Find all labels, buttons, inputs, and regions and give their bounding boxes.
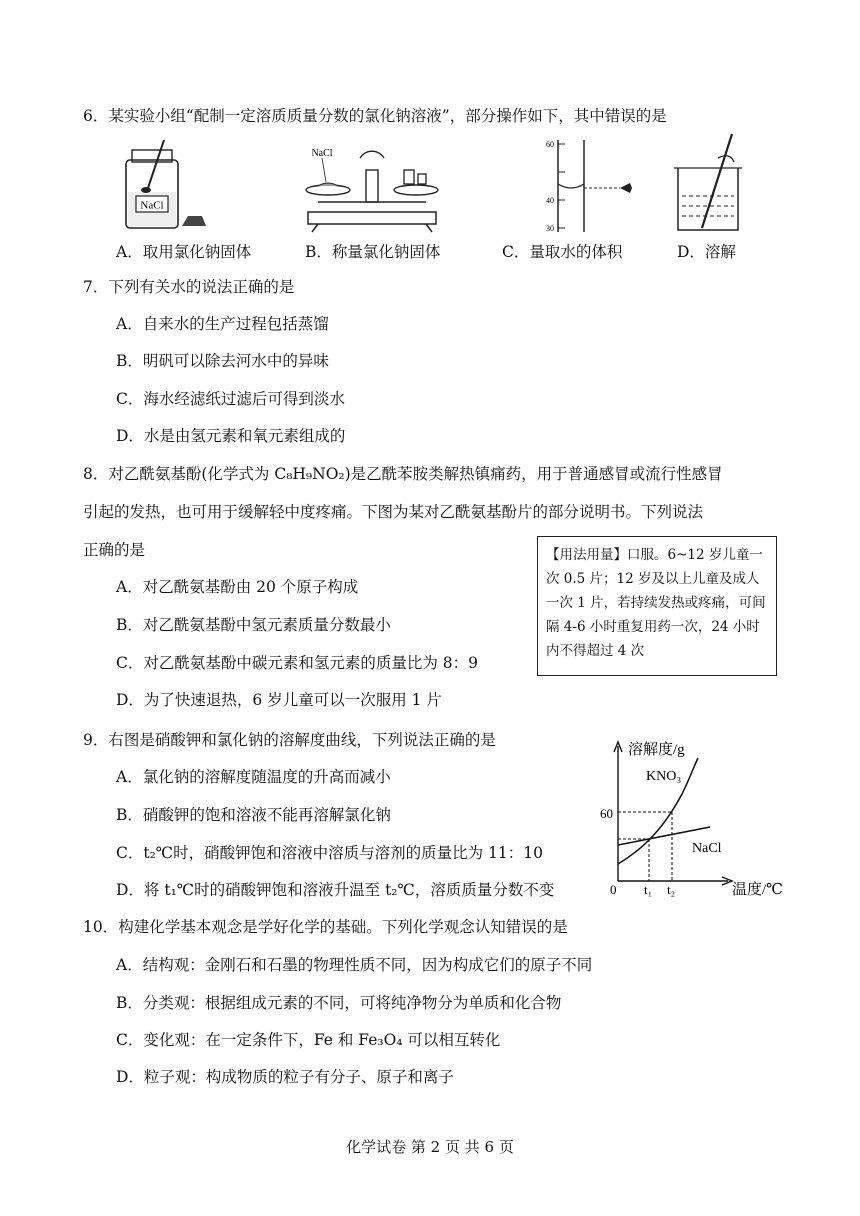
q6-stem: 6．某实验小组“配制一定溶质质量分数的氯化钠溶液”，部分操作如下，其中错误的是 [83,107,667,125]
q7-stem: 7．下列有关水的说法正确的是 [83,278,295,296]
q8-stem-line3: 正确的是 [83,541,146,559]
q8-option-d: D．为了快速退热，6 岁儿童可以一次服用 1 片 [116,691,442,709]
q10-option-c: C．变化观：在一定条件下，Fe 和 Fe₃O₄ 可以相互转化 [116,1031,501,1049]
balance-figure [298,140,448,235]
q8-option-a: A．对乙酰氨基酚由 20 个原子构成 [116,578,359,596]
q9-option-b: B．硝酸钾的饱和溶液不能再溶解氯化钠 [116,806,391,824]
q7-option-d: D．水是由氢元素和氧元素组成的 [116,427,346,445]
cylinder-figure [532,136,642,236]
q10-option-a: A．结构观：金刚石和石墨的物理性质不同，因为构成它们的原子不同 [116,956,593,974]
q8-option-c: C．对乙酰氨基酚中碳元素和氢元素的质量比为 8：9 [116,654,479,672]
q6-option-d: D．溶解 [677,243,736,261]
page-footer: 化学试卷 第 2 页 共 6 页 [346,1138,514,1156]
q6-option-c: C．量取水的体积 [502,243,623,261]
cyl-mark-30: 30 [546,224,554,233]
graph-origin: 0 [610,882,617,897]
q6-option-a: A．取用氯化钠固体 [116,243,252,261]
t2-label: t₂ [667,882,676,897]
q9-stem: 9．右图是硝酸钾和氯化钠的溶解度曲线，下列说法正确的是 [83,731,496,749]
solubility-graph [600,738,785,903]
q7-option-a: A．自来水的生产过程包括蒸馏 [116,315,329,333]
q8-option-b: B．对乙酰氨基酚中氢元素质量分数最小 [116,616,391,634]
q9-option-d: D．将 t₁℃时的硝酸钾饱和溶液升温至 t₂℃，溶质质量分数不变 [116,881,555,899]
q7-option-c: C．海水经滤纸过滤后可得到淡水 [116,390,345,408]
cyl-mark-60: 60 [546,140,554,149]
nacl-bottle-figure [118,140,208,235]
q10-option-b: B．分类观：根据组成元素的不同，可将纯净物分为单质和化合物 [116,994,562,1012]
cyl-mark-40: 40 [546,196,554,205]
balance-label: NaCl [311,148,333,159]
q9-option-a: A．氯化钠的溶解度随温度的升高而减小 [116,768,391,786]
bottle-label: NaCl [140,199,164,212]
q6-option-b: B．称量氯化钠固体 [305,243,441,261]
q10-stem: 10．构建化学基本观念是学好化学的基础。下列化学观念认知错误的是 [83,918,568,936]
graph-xlabel: 温度/℃ [732,882,783,898]
q9-option-c: C．t₂℃时，硝酸钾饱和溶液中溶质与溶剂的质量比为 11：10 [116,844,544,862]
beaker-figure [672,132,752,236]
q10-option-d: D．粒子观：构成物质的粒子有分子、原子和离子 [116,1068,454,1086]
graph-y60: 60 [600,806,613,821]
dosage-info-box: 【用法用量】口服。6~12 岁儿童一次 0.5 片；12 岁及以上儿童及成人一次 1 片，若持续发热或疼痛，可间隔 4-6 小时重复用药一次，24 小时内不得超过 4 次 [537,536,777,676]
q7-option-b: B．明矾可以除去河水中的异味 [116,352,329,370]
t1-label: t₁ [644,882,653,897]
kno3-label: KNO₃ [646,769,682,784]
graph-ylabel: 溶解度/g [628,742,685,758]
q8-stem-line1: 8．对乙酰氨基酚(化学式为 C₈H₉NO₂)是乙酰苯胺类解热镇痛药，用于普通感冒或流行性感冒 [83,465,723,483]
nacl-label: NaCl [692,841,722,856]
q8-stem-line2: 引起的发热，也可用于缓解轻中度疼痛。下图为某对乙酰氨基酚片的部分说明书。下列说法 [83,503,704,521]
